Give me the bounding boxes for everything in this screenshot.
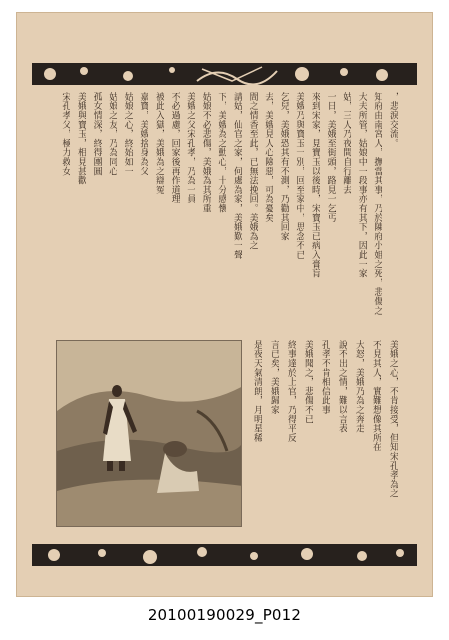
film-still-photo: [56, 340, 242, 527]
text-column: 孤女情深，終得團圓: [91, 92, 102, 176]
text-column: 大怒，美娥乃為之奔走: [354, 340, 364, 433]
text-column: 乞兒，美娥恐其有不測，乃勸其回家: [278, 92, 289, 241]
text-column: 大夫所管，姑娘中一段事亦有其下，因此一家: [356, 92, 367, 278]
text-column: 姑娘之心，終始如一: [122, 92, 133, 176]
text-column: 請姑，仙官之家，何處為家，美娥歎一聲: [231, 92, 242, 260]
text-column: 孔孝不肯相信此事: [320, 340, 330, 415]
decorative-band-bottom: [32, 544, 417, 566]
text-column: 去，美娥見人心險惡，可為憂矣: [263, 92, 274, 223]
text-column: 姑娘之友，乃為同心: [107, 92, 118, 176]
text-column: 說不出之情，難以言表: [337, 340, 347, 433]
text-column: 言已矣，美娥歸家: [269, 340, 279, 415]
text-column: 宋孔孝父，極力救女: [60, 92, 71, 176]
text-column: 終事達於上官，乃得平反: [286, 340, 296, 443]
text-column: 美娥乃與寶玉一別，回至家中，思念不已: [294, 92, 305, 260]
text-column: 一日，美娥至街頭，路見一乞丐: [325, 92, 336, 223]
text-column: 姑娘不必悲傷，美娥為其所重: [200, 92, 211, 213]
text-column: ，悲淚交流。: [387, 92, 398, 148]
text-column: 知府由南宮人，撫當其事，乃於陳府小姐之死，悲傷之: [372, 92, 383, 316]
decorative-band-top: [32, 63, 417, 85]
text-column: 美娥聞之，悲傷不已: [303, 340, 313, 424]
image-caption: 20100190029_P012: [147, 606, 302, 624]
text-column: 美娥與寶玉，相見甚歡: [75, 92, 86, 185]
text-column: 來到宋家，見寶玉以後時，宋寶玉已病入膏肓: [309, 92, 320, 278]
text-column: 嘉寶，美娥捨身為父: [138, 92, 149, 176]
film-still-icon: [57, 341, 242, 527]
text-column: 不必過慮，回家後再作道理: [169, 92, 180, 204]
text-column: 姑，三人乃夜間自行離去: [341, 92, 352, 195]
text-column: 美娥之父宋孔孝，乃為一員: [185, 92, 196, 204]
text-column: 間之情香至此，已無法挽回。美娥為之: [247, 92, 258, 251]
text-column: 下，美娥為之動心，十分感懷: [216, 92, 227, 213]
text-column: 是夜天氣清朗，月明星稀: [252, 340, 262, 443]
text-column: 被此入獄，美娥為之辯冤: [153, 92, 164, 195]
text-column: 美娥之心，不肯接受，但知宋孔孝為之: [388, 340, 398, 499]
text-column: 不見其人，實難想像其所在: [371, 340, 381, 452]
